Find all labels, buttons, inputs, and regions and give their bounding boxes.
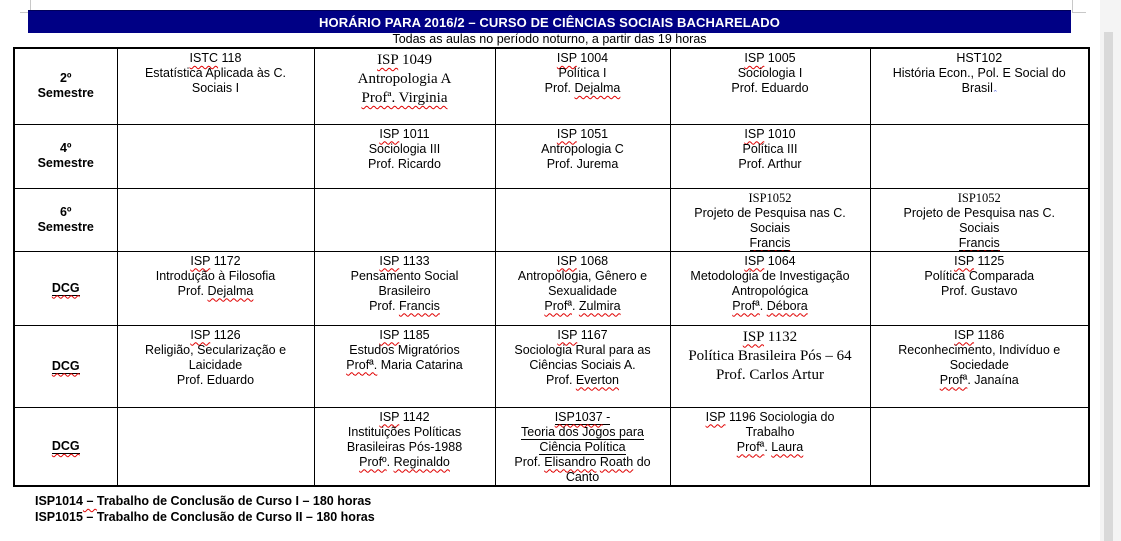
course-cell [314,124,495,188]
text-line: Prof. Dejalma [544,81,621,95]
schedule-row [14,407,1089,486]
course-cell [314,325,495,407]
text-line: Brasil$_ˆ$ [961,81,997,99]
text-line: Sociais [749,220,791,235]
text-line: ISP1037 - [554,409,611,424]
text-line: Prof. Dejalma [177,283,254,298]
text-line: ISP 1185 [379,327,430,342]
text-line: ISP 1172 [190,253,241,268]
text-line: Brasileiras Pós-1988 [346,439,463,454]
text-line: Instituições Políticas [347,424,462,439]
text-line: Estatística Aplicada às C. [144,66,287,80]
text-line: Prof. Elisandro Roath do [514,454,651,469]
text-line: ISP1014 – Trabalho de Conclusão de Curso I – 180 horas [35,494,372,508]
crop-mark-top-right [1072,12,1086,13]
text-line: Profº. Reginaldo [359,454,450,469]
text-line: Ciências Sociais A. [529,357,636,372]
course-cell [314,188,495,251]
text-line: ISP 1068 [556,253,609,268]
text-line: 4º [59,141,72,155]
schedule-row [14,48,1089,124]
text-line: Introdução à Filosofia [155,268,276,283]
schedule-row [14,325,1089,407]
course-cell [314,251,495,325]
text-line: ISP 1004 [556,51,609,65]
text-line: Metodologia de Investigação [690,268,850,283]
text-line: Francis [958,235,1000,250]
course-cell [117,188,314,251]
course-cell [870,325,1089,407]
text-line: Profª. Débora [732,298,808,313]
text-line: Teoria dos Jogos para [521,424,644,439]
row-label-cell [14,188,117,251]
text-line: ISP1052 [957,190,1001,205]
text-line: ISP 1011 [379,126,430,141]
text-line: ISP 1064 [744,253,796,268]
row-label-cell [14,325,117,407]
row-label-cell [14,48,117,124]
text-line: ISP 1196 Sociologia do [705,409,835,424]
text-line: ISTC 118 [189,51,242,65]
text-line: Pensamento Social [350,268,459,283]
text-line: Prof. Eduardo [731,81,809,95]
course-cell [495,325,670,407]
text-line: Política III [742,141,798,156]
course-cell [670,124,870,188]
course-cell [117,124,314,188]
text-line: ISP1015 – Trabalho de Conclusão de Curso II – 180 horas [35,509,375,524]
text-line: Projeto de Pesquisa nas C. [694,205,846,220]
text-line: Canto [565,469,600,484]
text-line: Trabalho [745,424,795,439]
course-cell [495,407,670,486]
text-line: ISP 1010 [744,126,796,141]
text-line: Sexualidade [548,283,617,298]
text-line: ISP 1186 [954,327,1005,342]
text-line: Sociais [959,220,1000,235]
course-cell [117,325,314,407]
text-line: ISP 1125 [954,253,1005,268]
text-line: Prof. Carlos Artur [716,366,824,383]
text-line: ISP 1142 [379,409,430,424]
text-line: Prof. Arthur [738,156,802,171]
text-line: Brasileiro [378,283,431,298]
text-line: ISP 1051 [556,126,609,141]
text-line: Profª. Zulmira [544,298,621,313]
course-cell [870,48,1089,124]
page-title: HORÁRIO PARA 2016/2 – CURSO DE CIÊNCIAS SOCIAIS BACHARELADO [319,14,780,30]
text-line: ISP 1049 [377,52,432,68]
text-line: Prof. Gustavo [941,283,1018,298]
row-label-cell [14,407,117,486]
document-title-bar [28,10,1071,33]
text-line: 6º [59,204,72,219]
text-line: Profª. Maria Catarina [346,357,463,372]
course-cell [117,407,314,486]
course-cell [117,251,314,325]
text-line: Semestre [37,86,94,101]
text-line: Política I [558,66,607,80]
text-line: Profª. Virginia [361,90,448,106]
text-line: ISP1052 [748,190,792,205]
course-cell [117,48,314,124]
text-line: Antropológica [731,283,809,298]
text-line: Semestre [37,156,94,170]
text-line: Ciência Política [539,439,626,454]
text-line: Estudos Migratórios [349,342,460,357]
course-cell [870,188,1089,251]
text-line: Política Brasileira Pós – 64 [688,347,852,364]
text-line: Reconhecimento, Indivíduo e [898,342,1061,357]
course-cell [495,124,670,188]
page-subtitle: Todas as aulas no período noturno, a partir das 19 horas [392,32,707,46]
text-line: Sociologia III [368,141,441,156]
text-line: DCG [51,438,80,453]
text-line: ISP 1133 [379,253,430,268]
text-line: Política Comparada [924,268,1035,283]
course-cell [314,48,495,124]
text-line: HST102 [956,51,1003,65]
text-line: Prof. Francis [369,298,440,313]
text-line: Antropologia C [541,141,624,156]
text-line: Profª. Janaína [939,372,1019,387]
course-cell [870,124,1089,188]
text-line: DCG [51,280,80,295]
text-line: Prof. Everton [546,372,619,387]
row-label-cell [14,251,117,325]
course-cell [670,48,870,124]
text-line: ISP 1167 [557,327,608,342]
text-line: Religião, Secularização e [144,342,287,357]
text-line: DCG [51,358,80,373]
text-line: História Econ., Pol. E Social do [892,66,1066,80]
text-line: Profª. Laura [736,439,804,454]
schedule-table [13,47,1090,487]
course-cell [670,251,870,325]
text-line: Antropologia A [357,71,452,87]
text-line: Sociologia Rural para as [514,342,651,357]
course-cell [495,251,670,325]
text-line: 2º [59,71,72,86]
text-line: Francis [749,235,791,250]
text-line: ISP 1005 [744,51,796,65]
course-cell [670,407,870,486]
row-label-cell [14,124,117,188]
course-cell [495,188,670,251]
course-cell [314,407,495,486]
text-line: ISP 1126 [190,327,241,342]
course-cell [495,48,670,124]
text-line: Semestre [37,219,94,234]
text-line: Antropologia, Gênero e [517,268,648,283]
course-cell [870,251,1089,325]
course-cell [870,407,1089,486]
text-line: Prof. Eduardo [176,372,255,387]
text-line: Sociais I [191,81,240,95]
scrollbar[interactable] [1104,32,1113,541]
text-line: Projeto de Pesquisa nas C. [903,205,1055,220]
text-line: ISP 1132 [742,328,798,345]
course-cell [670,325,870,407]
text-line: Laicidade [188,357,243,372]
schedule-row [14,124,1089,188]
text-line: Prof. Jurema [546,156,619,171]
schedule-row [14,188,1089,251]
course-cell [670,188,870,251]
footnotes [35,494,375,525]
text-line: Sociologia I [737,66,803,80]
schedule-row [14,251,1089,325]
text-line: Sociedade [949,357,1009,372]
text-line: Prof. Ricardo [368,156,441,171]
